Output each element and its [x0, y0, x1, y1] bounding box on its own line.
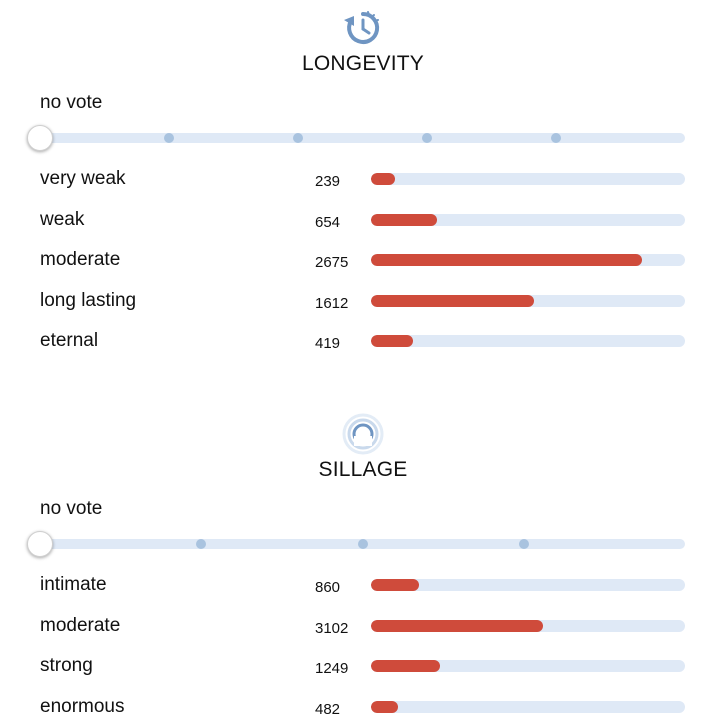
- result-label: long lasting: [40, 290, 136, 312]
- result-row: [0, 241, 726, 282]
- slider-track[interactable]: [40, 133, 685, 143]
- result-row: [0, 160, 726, 201]
- result-label: very weak: [40, 168, 126, 190]
- sillage-vote-status: no vote: [40, 498, 102, 520]
- result-bar-track: [371, 214, 685, 226]
- result-label: moderate: [40, 249, 120, 271]
- result-row: [0, 688, 726, 728]
- sillage-results-list: [0, 566, 726, 728]
- result-bar-fill: [371, 173, 395, 185]
- result-row: [0, 201, 726, 242]
- sillage-waves-icon: [341, 412, 385, 456]
- result-bar-track: [371, 254, 685, 266]
- result-label: moderate: [40, 615, 120, 637]
- vote-count: 419: [315, 335, 340, 352]
- vote-count: 860: [315, 579, 340, 596]
- result-row: [0, 322, 726, 363]
- result-bar-track: [371, 701, 685, 713]
- longevity-title: LONGEVITY: [0, 52, 726, 76]
- result-bar-fill: [371, 620, 543, 632]
- result-bar-track: [371, 620, 685, 632]
- result-bar-fill: [371, 579, 419, 591]
- result-bar-fill: [371, 295, 534, 307]
- result-label: enormous: [40, 696, 125, 718]
- result-bar-fill: [371, 214, 437, 226]
- result-bar-track: [371, 660, 685, 672]
- sillage-title: SILLAGE: [0, 458, 726, 482]
- slider-stop[interactable]: [293, 133, 303, 143]
- longevity-vote-status: no vote: [40, 92, 102, 114]
- result-bar-track: [371, 335, 685, 347]
- result-label: weak: [40, 209, 84, 231]
- slider-stop[interactable]: [164, 133, 174, 143]
- result-bar-fill: [371, 335, 413, 347]
- result-bar-track: [371, 579, 685, 591]
- result-bar-track: [371, 173, 685, 185]
- slider-stop[interactable]: [358, 539, 368, 549]
- result-label: strong: [40, 655, 93, 677]
- vote-count: 1612: [315, 295, 348, 312]
- result-bar-fill: [371, 660, 440, 672]
- longevity-vote-slider[interactable]: [40, 124, 685, 152]
- slider-stop[interactable]: [422, 133, 432, 143]
- vote-count: 1249: [315, 660, 348, 677]
- result-label: intimate: [40, 574, 107, 596]
- slider-stop[interactable]: [519, 539, 529, 549]
- clock-history-icon: [341, 6, 385, 50]
- sillage-section: [0, 410, 726, 726]
- slider-stop[interactable]: [551, 133, 561, 143]
- sillage-vote-slider[interactable]: [40, 530, 685, 558]
- result-row: [0, 607, 726, 648]
- vote-count: 654: [315, 214, 340, 231]
- longevity-results-list: [0, 160, 726, 363]
- vote-count: 482: [315, 701, 340, 718]
- vote-count: 239: [315, 173, 340, 190]
- slider-thumb[interactable]: [27, 531, 53, 557]
- result-bar-track: [371, 295, 685, 307]
- result-label: eternal: [40, 330, 98, 352]
- result-row: [0, 282, 726, 323]
- result-row: [0, 566, 726, 607]
- result-bar-fill: [371, 254, 642, 266]
- result-row: [0, 647, 726, 688]
- slider-thumb[interactable]: [27, 125, 53, 151]
- vote-count: 2675: [315, 254, 348, 271]
- vote-count: 3102: [315, 620, 348, 637]
- result-bar-fill: [371, 701, 398, 713]
